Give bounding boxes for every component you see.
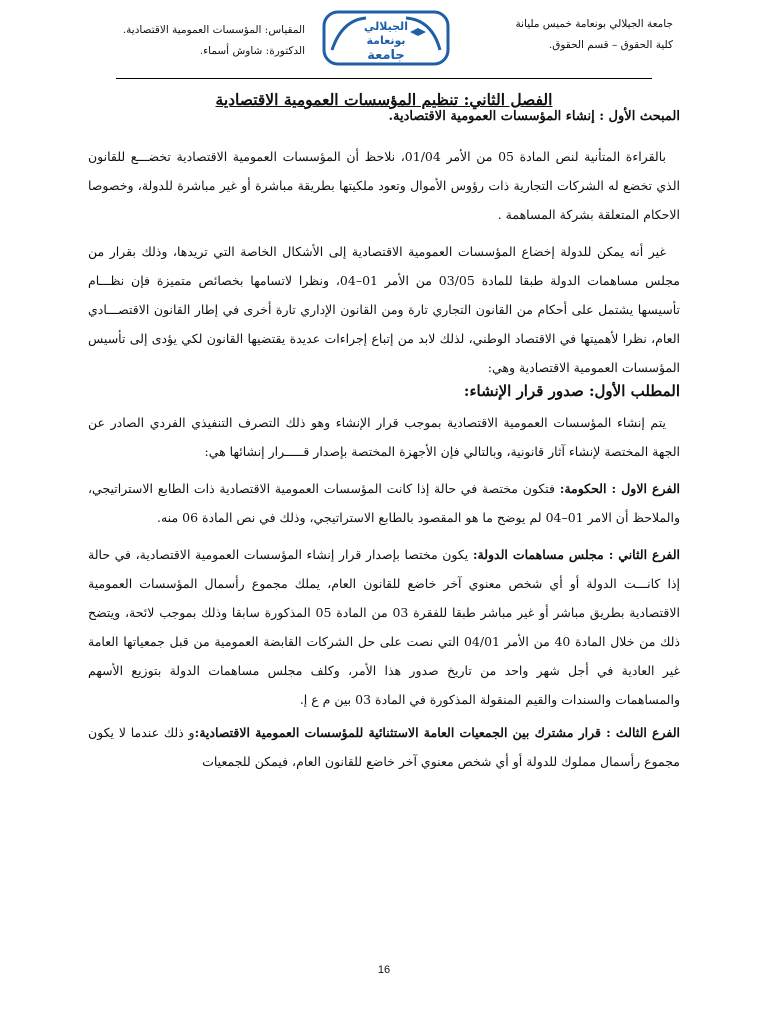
header-institution (453, 14, 673, 56)
branch-2-heading: الفرع الثاني : مجلس مساهمات الدولة: (472, 547, 680, 562)
branch-2-text: يكون مختصا بإصدار قرار إنشاء المؤسسات العمومية الاقتصادية، في حالة إذا كانـــت الدولة أو أي شخص معنوي آخر خاضع للقانون العام، يملك مجموع رأسمال المؤسسات العمومية الاقتصادية بطريق مباشر أو غير مباشر طبقا للفقرة 03 من المادة 05 المذكورة سابقا وذلك بموجب لائحة، ويتضح ذلك من خلال المادة 40 من الأمر 04/01 التي نصت على حل الشركات القابضة العمومية من قبل جمعياتها العامة غير العادية في أجل شهر واحد من تاريخ صدور هذا الأمر، وكلف مجلس مساهمات الدولة بتوزيع الأسهم والمساهمات والسندات والقيم المنقولة المذكورة في المادة 03 بين م ع إ. (88, 547, 680, 707)
university-logo (322, 10, 450, 66)
chapter-title: الفصل الثاني: تنظيم المؤسسات العمومية الاقتصادية (215, 90, 553, 109)
branch-3 (88, 718, 680, 776)
logo-text-top: الجيلالي (364, 20, 408, 33)
branch-2 (88, 540, 680, 714)
branch-1-text: فتكون مختصة في حالة إذا كانت المؤسسات العمومية الاقتصادية ذات الطابع الاستراتيجي، والملاحظ أن الامر 01–04 لم يوضح ما هو المقصود بالطابع الاستراتيجي، وذلك في نص المادة 06 منه. (88, 481, 680, 525)
subsection-title: المطلب الأول: صدور قرار الإنشاء: (463, 382, 680, 400)
course-name: المقياس: المؤسسات العمومية الاقتصادية. (122, 24, 305, 36)
branch-1-heading: الفرع الاول : الحكومة: (559, 481, 680, 496)
section-title: المبحث الأول : إنشاء المؤسسات العمومية الاقتصادية. (388, 109, 680, 124)
university-name: جامعة الجيلالي بونعامة خميس مليانة (515, 18, 673, 30)
paragraph-1: بالقراءة المتأنية لنص المادة 05 من الأمر 01/04، نلاحظ أن المؤسسات العمومية الاقتصادية تخضـــع للقانون الذي تخضع له الشركات التجارية ذات رؤوس الأموال وتعود ملكيتها بطريقة مباشرة أو غير مباشرة للدولة، وخصوصا الاحكام المتعلقة بشركة المساهمة . (88, 149, 680, 222)
header-course (95, 20, 305, 62)
paragraph-3: يتم إنشاء المؤسسات العمومية الاقتصادية بموجب قرار الإنشاء وهو ذلك التصرف التنفيذي الفردي الصادر عن الجهة المختصة لإنشاء آثار قانونية، وبالتالي فإن الأجهزة المختصة بإصدار قـــــرار إنشائها هي: (88, 415, 680, 459)
branch-1 (88, 474, 680, 532)
logo-text-mid: بونعامة (366, 34, 406, 47)
page-number: 16 (377, 964, 391, 976)
logo-text-bottom: جامعة (367, 48, 405, 63)
document-body (88, 90, 680, 776)
paragraph-2: غير أنه يمكن للدولة إخضاع المؤسسات العمومية الاقتصادية إلى الأشكال الخاصة التي تريدها، وذلك بقرار من مجلس مساهمات الدولة طبقا للمادة 03/05 من الأمر 01–04، ونظرا لاتسامها بخصائص متميزة فإن نظـــام تأسيسها يشتمل على أحكام من القانون التجاري تارة ومن القانون الإداري تارة أخرى في إطار القانون الاقتصـــادي العام، نظرا لأهميتها في الاقتصاد الوطني، لذلك لابد من إتباع إجراءات عديدة يقتضيها القانون لكي يؤدى إلى تأسيس المؤسسات العمومية الاقتصادية وهي: (88, 244, 680, 375)
lecturer-name: الدكتورة: شاوش أسماء. (199, 45, 305, 57)
faculty-name: كلية الحقوق – قسم الحقوق. (548, 39, 673, 51)
branch-3-text: و ذلك عندما لا يكون مجموع رأسمال مملوك للدولة أو أي شخص معنوي آخر خاضع للقانون العام، فيمكن للجمعيات (88, 725, 680, 769)
header-divider (116, 78, 652, 79)
branch-3-heading: الفرع الثالث : قرار مشترك بين الجمعيات العامة الاستثنائية للمؤسسات العمومية الاقتصادية: (194, 725, 680, 740)
